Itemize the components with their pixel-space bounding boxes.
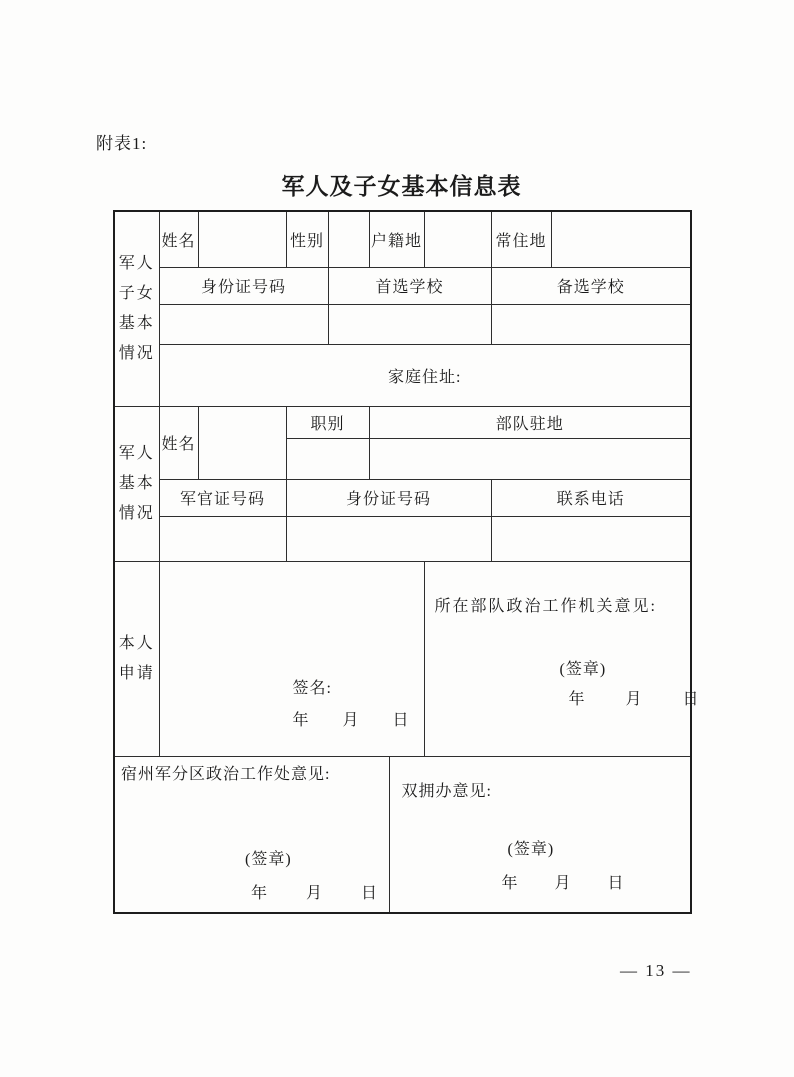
- month-label: 月: [554, 875, 572, 892]
- vertical-header-line: 情况: [118, 504, 155, 522]
- vertical-header-line: 军人: [118, 444, 155, 462]
- child-residence-value-cell: [551, 211, 691, 267]
- vertical-header-line: 申请: [118, 664, 155, 682]
- soldier-station-label: 部队驻地: [369, 406, 691, 438]
- shuangyong-opinion-title: 双拥办意见:: [401, 782, 492, 800]
- child-household-registration-label: 户籍地: [369, 211, 424, 267]
- soldier-section-header: [114, 406, 159, 561]
- table-row: [114, 756, 691, 913]
- page-title: 军人及子女基本信息表: [281, 174, 522, 199]
- table-row: [114, 211, 691, 267]
- day-label: 日: [607, 875, 625, 892]
- signature-block: [293, 675, 410, 730]
- child-alternate-school-label: 备选学校: [491, 267, 691, 304]
- child-section-header: [114, 211, 159, 406]
- soldier-name-label: 姓名: [159, 406, 198, 479]
- soldier-station-value-cell: [369, 438, 691, 479]
- child-household-registration-value-cell: [424, 211, 491, 267]
- child-id-number-value-cell: [159, 304, 328, 344]
- soldier-officer-id-value-cell: [159, 516, 286, 561]
- child-residence-label: 常住地: [491, 211, 551, 267]
- date-line: [251, 880, 378, 903]
- seal-block: [245, 846, 378, 903]
- child-alternate-school-value-cell: [491, 304, 691, 344]
- shuangyong-opinion-cell: [389, 756, 691, 913]
- application-section-header: [114, 561, 159, 756]
- day-label: 日: [361, 885, 379, 902]
- year-label: 年: [251, 885, 269, 902]
- appendix-label: 附表1:: [96, 134, 148, 153]
- vertical-header-line: 子女: [118, 284, 155, 302]
- table-row: [114, 304, 691, 344]
- month-label: 月: [342, 711, 360, 729]
- vertical-header-line: 本人: [118, 634, 155, 652]
- seal-block: [502, 836, 625, 893]
- application-signature-cell: [159, 561, 424, 756]
- vertical-header-line: 情况: [118, 344, 155, 362]
- table-row: [114, 344, 691, 406]
- year-label: 年: [501, 875, 519, 892]
- soldier-name-value-cell: [198, 406, 286, 479]
- month-label: 月: [625, 690, 643, 708]
- soldier-duty-value-cell: [286, 438, 369, 479]
- month-label: 月: [306, 885, 324, 902]
- seal-label: (签章): [245, 851, 292, 868]
- table-row: [114, 561, 691, 756]
- info-table: [113, 210, 700, 914]
- year-label: 年: [292, 711, 310, 729]
- signature-label: 签名:: [292, 679, 332, 697]
- table-row: [114, 479, 691, 516]
- child-name-label: 姓名: [159, 211, 198, 267]
- page-number: — 13 —: [620, 961, 692, 980]
- child-preferred-school-value-cell: [328, 304, 491, 344]
- table-row: [114, 267, 691, 304]
- child-id-number-label: 身份证号码: [159, 267, 328, 304]
- seal-label: (签章): [507, 841, 555, 858]
- child-name-value-cell: [198, 211, 286, 267]
- child-home-address-cell: 家庭住址:: [159, 344, 691, 406]
- date-line: [502, 870, 625, 893]
- soldier-duty-label: 职别: [286, 406, 369, 438]
- seal-label: (签章): [559, 660, 607, 678]
- date-line: [569, 686, 700, 709]
- unit-opinion-title: 所在部队政治工作机关意见:: [434, 597, 657, 615]
- district-opinion-cell: [114, 756, 389, 913]
- vertical-header-line: 基本: [118, 314, 155, 332]
- vertical-header-line: 基本: [118, 474, 155, 492]
- year-label: 年: [568, 690, 586, 708]
- soldier-id-number-value-cell: [286, 516, 491, 561]
- soldier-id-number-label: 身份证号码: [286, 479, 491, 516]
- child-gender-label: 性别: [286, 211, 328, 267]
- soldier-officer-id-label: 军官证号码: [159, 479, 286, 516]
- date-line: [293, 707, 410, 730]
- day-label: 日: [392, 711, 410, 729]
- table-row: [114, 406, 691, 438]
- table-row: [114, 516, 691, 561]
- soldier-phone-label: 联系电话: [491, 479, 691, 516]
- unit-opinion-cell: [424, 561, 700, 756]
- day-label: 日: [682, 690, 700, 708]
- district-opinion-title: 宿州军分区政治工作处意见:: [121, 765, 331, 783]
- child-preferred-school-label: 首选学校: [328, 267, 491, 304]
- seal-block: [560, 656, 700, 709]
- soldier-phone-value-cell: [491, 516, 691, 561]
- vertical-header-line: 军人: [118, 254, 155, 272]
- child-gender-value-cell: [328, 211, 369, 267]
